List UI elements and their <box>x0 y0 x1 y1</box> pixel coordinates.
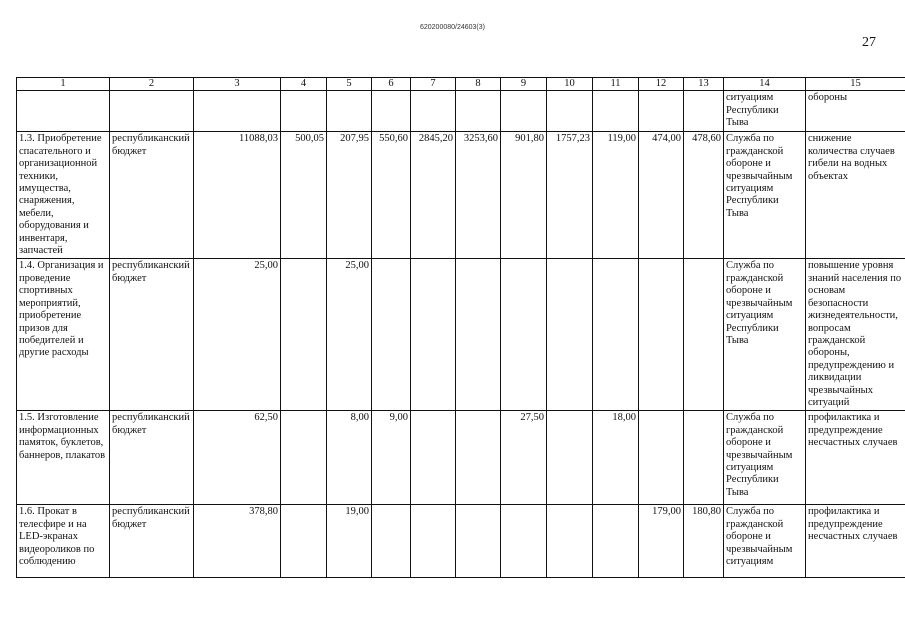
table-cell: профилактика и предупреждение несчастных случаев <box>806 411 905 505</box>
table-cell: обороны <box>806 91 905 132</box>
table-cell <box>456 259 501 411</box>
header-row <box>17 78 905 91</box>
table-cell <box>372 505 411 578</box>
table-cell <box>501 259 547 411</box>
table-cell <box>593 91 639 132</box>
table-cell: 19,00 <box>327 505 372 578</box>
table-cell <box>456 505 501 578</box>
table-cell <box>327 91 372 132</box>
table-cell: 27,50 <box>501 411 547 505</box>
table-cell: 500,05 <box>281 132 327 259</box>
table-cell: 207,95 <box>327 132 372 259</box>
table-cell <box>639 91 684 132</box>
table-cell <box>639 411 684 505</box>
table-cell: 1757,23 <box>547 132 593 259</box>
table-row <box>17 411 905 505</box>
column-header: 7 <box>411 78 456 91</box>
table-cell <box>411 259 456 411</box>
table-cell <box>456 411 501 505</box>
table-cell: 180,80 <box>684 505 724 578</box>
table-cell: профилактика и предупреждение несчастных случаев <box>806 505 905 578</box>
column-header: 3 <box>194 78 281 91</box>
table-cell: 119,00 <box>593 132 639 259</box>
table-cell <box>501 91 547 132</box>
column-header: 4 <box>281 78 327 91</box>
table-cell: 1.3. Приобретение спасательного и организационной техники, имущества, снаряжения, мебели, оборудования и инвентаря, запчастей <box>17 132 110 259</box>
table-row <box>17 505 905 578</box>
table-cell: 9,00 <box>372 411 411 505</box>
column-header: 2 <box>110 78 194 91</box>
table-cell: республиканский бюджет <box>110 259 194 411</box>
column-header: 14 <box>724 78 806 91</box>
table-cell <box>372 91 411 132</box>
table-cell: республиканский бюджет <box>110 505 194 578</box>
table-cell <box>281 91 327 132</box>
table-cell <box>593 505 639 578</box>
table-cell <box>411 505 456 578</box>
column-header: 6 <box>372 78 411 91</box>
table-cell <box>281 411 327 505</box>
table-cell: 11088,03 <box>194 132 281 259</box>
column-header: 5 <box>327 78 372 91</box>
table-cell <box>684 91 724 132</box>
table-cell: Служба по гражданской обороне и чрезвычайным ситуациям Республики Тыва <box>724 259 806 411</box>
table-cell: ситуациям Республики Тыва <box>724 91 806 132</box>
table-cell <box>547 411 593 505</box>
column-header: 13 <box>684 78 724 91</box>
table-cell <box>501 505 547 578</box>
table-cell: Служба по гражданской обороне и чрезвычайным ситуациям <box>724 505 806 578</box>
table-cell <box>194 91 281 132</box>
table-cell: 18,00 <box>593 411 639 505</box>
table-cell: снижение количества случаев гибели на водных объектах <box>806 132 905 259</box>
table-cell <box>593 259 639 411</box>
column-header: 9 <box>501 78 547 91</box>
table-cell <box>547 91 593 132</box>
table-cell <box>17 91 110 132</box>
table-cell: 378,80 <box>194 505 281 578</box>
table-cell <box>684 411 724 505</box>
column-header: 1 <box>17 78 110 91</box>
column-header: 12 <box>639 78 684 91</box>
table-cell <box>281 259 327 411</box>
column-header: 8 <box>456 78 501 91</box>
table-row <box>17 91 905 132</box>
table-cell: Служба по гражданской обороне и чрезвычайным ситуациям Республики Тыва <box>724 132 806 259</box>
table-cell <box>411 411 456 505</box>
table-cell <box>639 259 684 411</box>
table-cell <box>411 91 456 132</box>
page-number: 27 <box>862 35 876 50</box>
table-cell <box>372 259 411 411</box>
table-cell: 474,00 <box>639 132 684 259</box>
document-id: 620200080/24603(3) <box>419 24 485 31</box>
column-header: 10 <box>547 78 593 91</box>
table-cell: 62,50 <box>194 411 281 505</box>
table-cell: 1.6. Прокат в телесфире и на LED-экранах видеороликов по соблюдению <box>17 505 110 578</box>
table-cell: 550,60 <box>372 132 411 259</box>
column-header: 15 <box>806 78 905 91</box>
table-row <box>17 259 905 411</box>
table-cell: 1.5. Изготовление информационных памяток, буклетов, баннеров, плакатов <box>17 411 110 505</box>
table-cell: повышение уровня знаний населения по основам безопасности жизнедеятельности, вопросам гражданской обороны, предупреждению и ликвидации чрезвычайных ситуаций <box>806 259 905 411</box>
table-cell <box>456 91 501 132</box>
column-header: 11 <box>593 78 639 91</box>
table-cell <box>547 505 593 578</box>
table-cell: 179,00 <box>639 505 684 578</box>
table-cell: республиканский бюджет <box>110 132 194 259</box>
table-cell <box>110 91 194 132</box>
table-cell: 8,00 <box>327 411 372 505</box>
table-cell <box>547 259 593 411</box>
table-cell: 1.4. Организация и проведение спортивных мероприятий, приобретение призов для победителей и другие расходы <box>17 259 110 411</box>
table-cell <box>684 259 724 411</box>
table-cell: 2845,20 <box>411 132 456 259</box>
table-cell: 478,60 <box>684 132 724 259</box>
table-cell: 25,00 <box>327 259 372 411</box>
table-cell <box>281 505 327 578</box>
table-row <box>17 132 905 259</box>
table-cell: Служба по гражданской обороне и чрезвычайным ситуациям Республики Тыва <box>724 411 806 505</box>
table-cell: республиканский бюджет <box>110 411 194 505</box>
budget-table <box>16 77 905 578</box>
table-cell: 25,00 <box>194 259 281 411</box>
table-cell: 3253,60 <box>456 132 501 259</box>
table-cell: 901,80 <box>501 132 547 259</box>
